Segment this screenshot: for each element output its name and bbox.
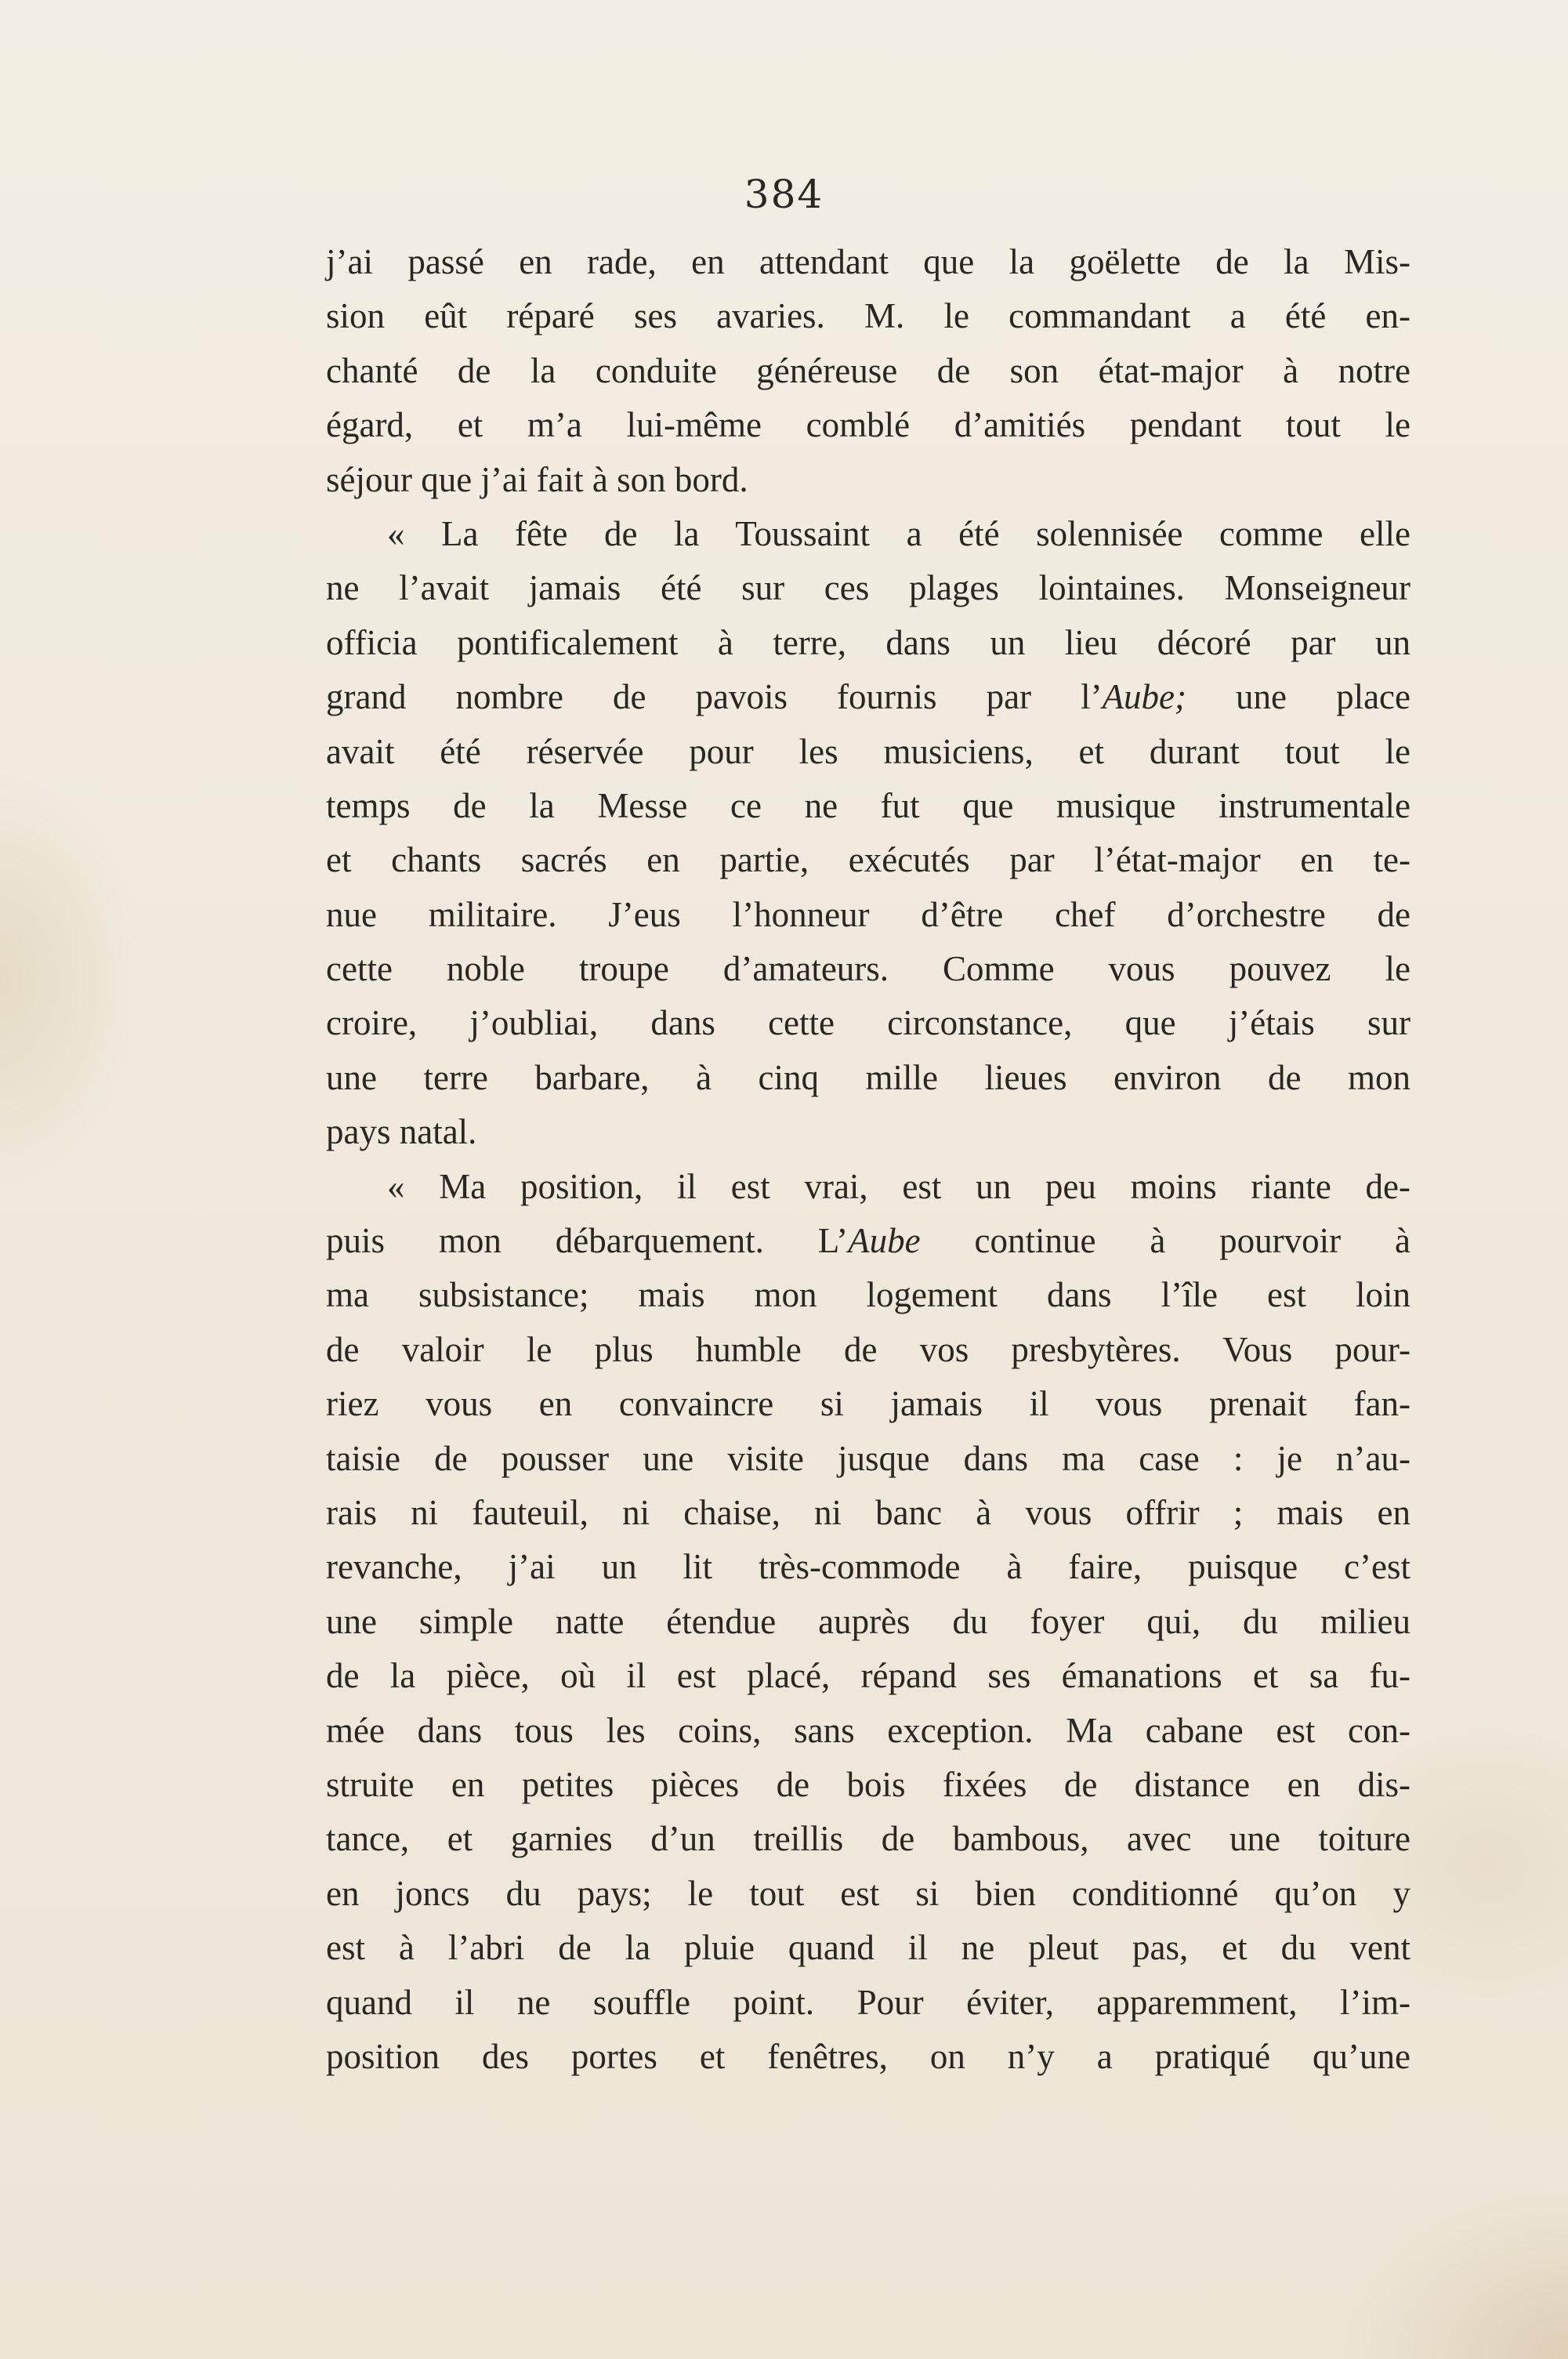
text-line: riez vous en convaincre si jamais il vous prenait fan- xyxy=(326,1384,1410,1424)
text-line: en joncs du pays; le tout est si bien conditionné qu’on y xyxy=(326,1873,1410,1913)
text-line: rais ni fauteuil, ni chaise, ni banc à vous offrir ; mais en xyxy=(326,1492,1410,1532)
text-line: une terre barbare, à cinq mille lieues environ de mon xyxy=(326,1057,1410,1097)
text-line xyxy=(326,1214,1410,1268)
text-line: de valoir le plus humble de vos presbytères. Vous pour- xyxy=(326,1329,1410,1369)
text-line: égard, et m’a lui-même comblé d’amitiés pendant tout le xyxy=(326,405,1410,445)
text-line-segment: grand nombre de pavois fournis par l’ xyxy=(326,677,1103,717)
text-line: chanté de la conduite généreuse de son état-major à notre xyxy=(326,350,1410,390)
text-line: croire, j’oubliai, dans cette circonstance, que j’étais sur xyxy=(326,1003,1410,1043)
text-line-segment: puis mon débarquement. L’ xyxy=(326,1221,849,1261)
ship-name-italic: Aube xyxy=(848,1221,921,1261)
text-line: sion eût réparé ses avaries. M. le commandant a été en- xyxy=(326,296,1410,336)
text-line xyxy=(326,670,1410,724)
text-line: ne l’avait jamais été sur ces plages lointaines. Monseigneur xyxy=(326,568,1410,608)
text-line: « Ma position, il est vrai, est un peu moins riante de- xyxy=(387,1166,1410,1206)
text-line: de la pièce, où il est placé, répand ses émanations et sa fu- xyxy=(326,1656,1410,1696)
text-line: position des portes et fenêtres, on n’y a pratiqué qu’une xyxy=(326,2036,1410,2076)
body-text xyxy=(326,235,1410,2084)
text-line: taisie de pousser une visite jusque dans ma case : je n’au- xyxy=(326,1438,1410,1478)
text-line: pays natal. xyxy=(326,1112,477,1152)
text-line: est à l’abri de la pluie quand il ne pleut pas, et du vent xyxy=(326,1928,1410,1968)
text-line: « La fête de la Toussaint a été solennisée comme elle xyxy=(387,513,1410,553)
text-line: et chants sacrés en partie, exécutés par l’état-major en te- xyxy=(326,840,1410,880)
text-line-segment: continue à pourvoir à xyxy=(920,1221,1410,1261)
text-line: temps de la Messe ce ne fut que musique instrumentale xyxy=(326,785,1410,825)
text-line: avait été réservée pour les musiciens, et durant tout le xyxy=(326,731,1410,771)
text-line: tance, et garnies d’un treillis de bambous, avec une toiture xyxy=(326,1819,1410,1859)
text-line: une simple natte étendue auprès du foyer qui, du milieu xyxy=(326,1601,1410,1641)
text-line: struite en petites pièces de bois fixées de distance en dis- xyxy=(326,1764,1410,1804)
text-line: j’ai passé en rade, en attendant que la goëlette de la Mis- xyxy=(326,242,1410,281)
text-line: nue militaire. J’eus l’honneur d’être chef d’orchestre de xyxy=(326,894,1410,934)
text-line: mée dans tous les coins, sans exception. Ma cabane est con- xyxy=(326,1710,1410,1750)
text-line: revanche, j’ai un lit très-commode à faire, puisque c’est xyxy=(326,1547,1410,1587)
text-line: quand il ne souffle point. Pour éviter, apparemment, l’im- xyxy=(326,1982,1410,2022)
ship-name-italic: Aube; xyxy=(1102,677,1187,717)
text-line: séjour que j’ai fait à son bord. xyxy=(326,459,748,499)
text-line: ma subsistance; mais mon logement dans l’île est loin xyxy=(326,1275,1410,1315)
text-line-segment: une place xyxy=(1186,677,1410,717)
text-line: cette noble troupe d’amateurs. Comme vous pouvez le xyxy=(326,949,1410,989)
text-line: officia pontificalement à terre, dans un lieu décoré par un xyxy=(326,622,1410,662)
page-number: 384 xyxy=(744,172,824,217)
